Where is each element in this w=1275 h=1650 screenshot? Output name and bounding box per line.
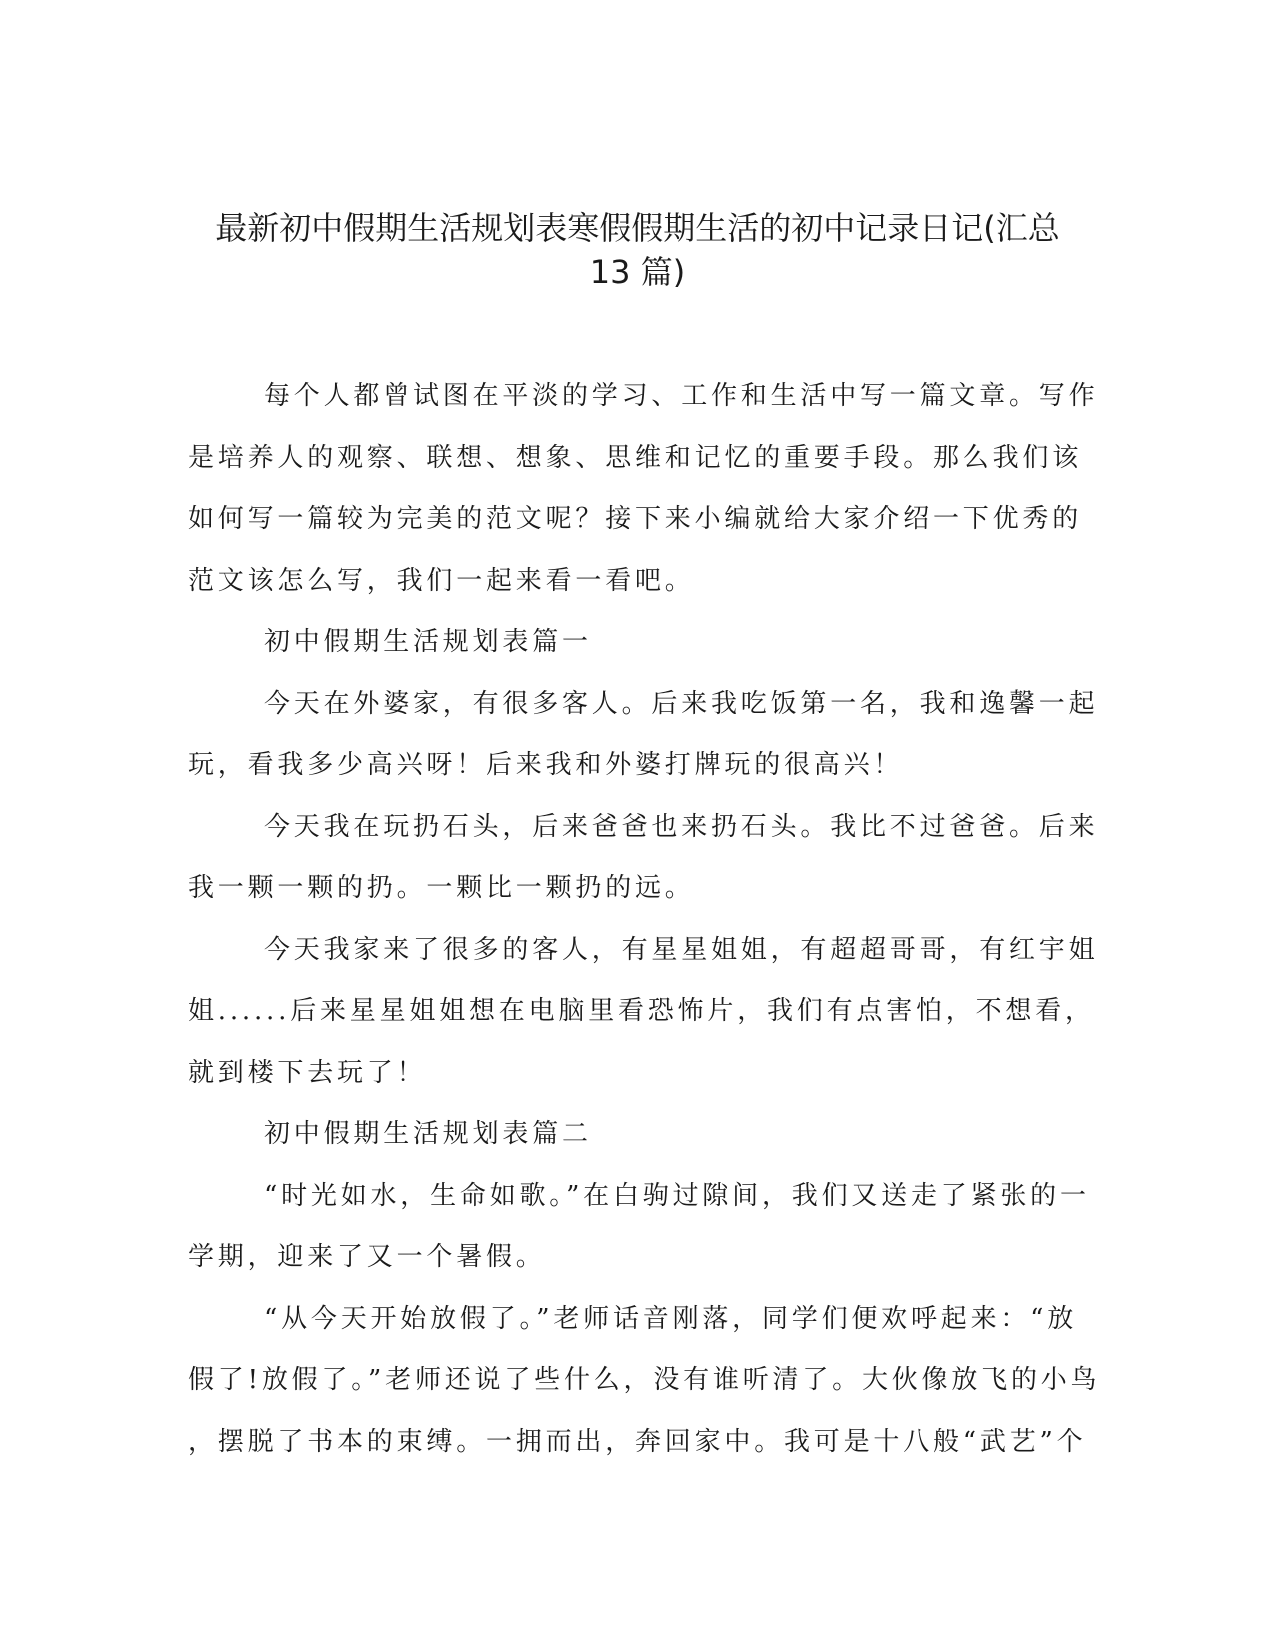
section-heading-1: 初中假期生活规划表篇一 bbox=[264, 627, 592, 657]
text-line: 姐......后来星星姐姐想在电脑里看恐怖片，我们有点害怕，不想看， bbox=[188, 996, 1095, 1026]
text-line: 今天在外婆家，有很多客人。后来我吃饭第一名，我和逸馨一起 bbox=[264, 688, 1099, 719]
intro-line-1: 每个人都曾试图在平淡的学习、工作和生活中写一篇文章。写作 bbox=[264, 381, 1099, 411]
text-line: 玩，看我多少高兴呀！后来我和外婆打牌玩的很高兴！ bbox=[188, 750, 904, 780]
text-line: “时光如水，生命如歌。”在白驹过隙间，我们又送走了紧张的一 bbox=[264, 1180, 1090, 1211]
title-line-2: 13 篇) bbox=[589, 253, 686, 291]
text-line: 学期，迎来了又一个暑假。 bbox=[188, 1242, 546, 1272]
text-line: 就到楼下去玩了！ bbox=[188, 1057, 427, 1088]
document-body bbox=[188, 366, 1101, 1473]
document-title bbox=[170, 206, 1105, 294]
text-line: 我一颗一颗的扔。一颗比一颗扔的远。 bbox=[188, 873, 695, 903]
intro-line-2: 是培养人的观察、联想、想象、思维和记忆的重要手段。那么我们该 bbox=[188, 442, 1083, 473]
text-line: 假了!放假了。”老师还说了些什么，没有谁听清了。大伙像放飞的小鸟 bbox=[188, 1365, 1101, 1395]
text-line: 今天我在玩扔石头，后来爸爸也来扔石头。我比不过爸爸。后来 bbox=[264, 811, 1099, 842]
text-line: 今天我家来了很多的客人，有星星姐姐，有超超哥哥，有红宇姐 bbox=[264, 934, 1099, 965]
section-heading-2: 初中假期生活规划表篇二 bbox=[264, 1119, 592, 1149]
text-line: “从今天开始放假了。”老师话音刚落，同学们便欢呼起来：“放 bbox=[264, 1303, 1078, 1334]
title-line-1: 最新初中假期生活规划表寒假假期生活的初中记录日记(汇总 bbox=[215, 209, 1060, 247]
intro-line-3: 如何写一篇较为完美的范文呢？接下来小编就给大家介绍一下优秀的 bbox=[188, 504, 1083, 534]
intro-line-4: 范文该怎么写，我们一起来看一看吧。 bbox=[188, 565, 695, 596]
text-line: ，摆脱了书本的束缚。一拥而出，奔回家中。我可是十八般“武艺”个 bbox=[188, 1426, 1087, 1457]
